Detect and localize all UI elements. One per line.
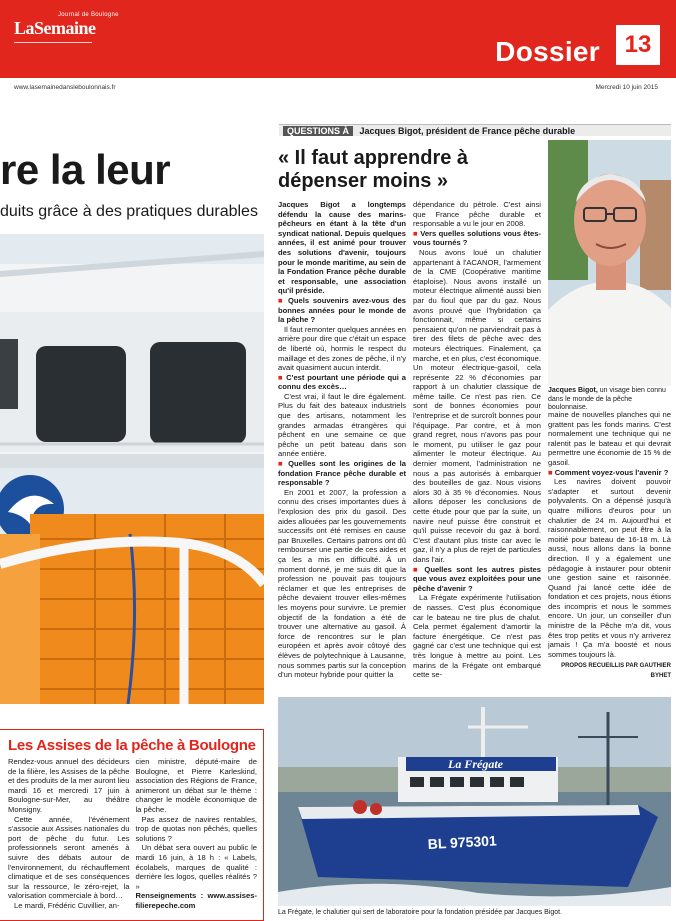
boat-deck-illustration	[0, 234, 264, 704]
kicker-tag: QUESTIONS À	[283, 126, 353, 136]
interview-question: ■ Comment voyez-vous l'avenir ?	[548, 468, 671, 478]
logo-tagline: Journal de Boulogne	[58, 12, 119, 18]
assises-paragraph: Cette année, l'événement s'associe aux Assises nationales du port de pêche du futur. Les professionnels seront amenés à suivre des débats autour de l'environnement, du réchauffement climatique et de ses conséquences sur la ressource, le zéro-rejet, la valorisation commerciale à bord…	[8, 814, 130, 901]
trawler-illustration	[278, 697, 671, 906]
assises-paragraph: Rendez-vous annuel des décideurs de la filière, les Assises de la pêche et des produits de la mer auront lieu mardi 16 et mercredi 17 juin à Boulogne-sur-Mer, au théâtre Monsigny.	[8, 757, 130, 814]
interview-column-1	[278, 200, 406, 680]
trawler-photo	[278, 697, 671, 906]
portrait-photo	[548, 140, 671, 386]
boat-deck-photo	[0, 234, 264, 704]
spread-headline: re la leur	[0, 146, 171, 193]
logo-name: LaSemaine	[14, 18, 96, 38]
boat-registration-text: BL 975301	[427, 832, 498, 852]
newspaper-logo[interactable]	[14, 12, 119, 39]
interview-question: ■ Quelles sont les autres pistes que vous avez exploitées pour une pêche d'avenir ?	[413, 565, 541, 594]
assises-paragraph: Pas assez de navires rentables, trop de quotas non pêchés, quelles solutions ?	[135, 814, 257, 843]
masthead-band	[0, 0, 676, 78]
interview-answer: La Frégate expérimente l'utilisation de nasses. C'est plus économique car le bateau ne tire plus de chalut. Cela permet également d'amortir la facture énergétique. Ce n'est pas gagné car c'est une technique qui est très longue à mettre au point. Les marins de la Frégate ont embarqué cette se-	[413, 593, 541, 680]
trawler-caption: La Frégate, le chalutier qui sert de laboratoire pour la fondation présidée par Jacques Bigot.	[278, 909, 563, 916]
spread-subheadline: duits grâce à des pratiques durables	[0, 203, 258, 220]
interview-lead: Jacques Bigot a longtemps défendu la cause des marins-pêcheurs en étant à la tête d'un syndicat national. Depuis quelques années, il est animé pour trouver des solutions d'avenir, toujours pour le monde maritime, au sein de la Fondation France pêche durable et responsable, une association qu'il préside.	[278, 200, 406, 296]
interview-question: ■ Quels souvenirs avez-vous des bonnes années pour le monde de la pêche ?	[278, 296, 406, 325]
interview-column-3	[548, 410, 671, 682]
issue-date: Mercredi 10 juin 2015	[595, 84, 658, 91]
interview-question: ■ Quelles sont les origines de la fondation France pêche durable et responsable ?	[278, 459, 406, 488]
interview-answer-continued: dépendance du pétrole. C'est ainsi que France pêche durable et responsable a vu le jour en 2008.	[413, 200, 541, 229]
interview-column-2	[413, 200, 541, 680]
interview-answer: En 2001 et 2007, la profession a connu des crises importantes dues à l'explosion des prix du gasoil. Des aides allouées par les gouvernements successifs ont été remises en cause par Bruxelles. Certains patrons ont dû rembourser une partie de ces aides et ça les a mis en difficulté. À un moment donné, je me suis dit que la profession ne pouvait pas toujours réclamer et que les entreprises de pêche devaient trouver elles-mêmes les moyens pour survivre. Le premier objectif de la fondation a été de trouver une alternative au gasoil. À force de rencontres sur le plan européen et après avoir côtoyé des élèves de polytechnique à Lausanne, nous sommes partis sur la conception d'un moteur hybride pour quitter la	[278, 487, 406, 680]
assises-info-label: Renseignements :	[135, 891, 204, 901]
interview-question: ■ C'est pourtant une période qui a connu des excès…	[278, 373, 406, 392]
folio-line	[14, 84, 658, 96]
assises-paragraph: Un débat sera ouvert au public le mardi 16 juin, à 18 h : « Labels, écolabels, marques de qualité : derrière les logos, quelles réalités ? »	[135, 843, 257, 891]
portrait-illustration	[548, 140, 671, 386]
assises-sidebar-box	[0, 729, 264, 921]
interview-answer: Il faut remonter quelques années en arrière pour dire que c'était un espace de liberté où, hormis le respect du maillage et des zones de pêche, il n'y avait quasiment aucun interdit.	[278, 324, 406, 373]
interview-answer: Les navires doivent pouvoir s'adapter et surtout devenir polyvalents. On a dépensé jusqu'à quatre millions d'euros pour un chalutier de 24 m. Aujourd'hui et raisonnablement, on peut être à la moitié pour bateau de 16-18 m. Là aussi, nous allons dans la bonne direction. Il y a également une pédagogie à instaurer pour obtenir une gestion saine et raisonnée. Quand j'ai lancé cette idée de fondation et ces projets, nous étions des incompris et nous le sommes encore. Un jour, un conseiller d'un ministre de la Pêche m'a dit, vous êtes trop petits et vous n'y arriverez jamais ! Ça m'a boosté et nous sommes toujours là.	[548, 477, 671, 659]
byline-credit: PROPOS RECUEILLIS PAR GAUTHIER BYHET	[561, 663, 671, 680]
kicker-subject: Jacques Bigot, président de France pêche durable	[359, 126, 576, 136]
portrait-caption	[548, 387, 672, 413]
assises-title: Les Assises de la pêche à Boulogne	[8, 737, 256, 754]
logo-underline	[14, 42, 92, 43]
page-number: 13	[616, 25, 660, 65]
assises-paragraph: cien ministre, député-maire de Boulogne, et Pierre Karleskind, association des Régions de France, animeront un débat sur le thème : changer le modèle économique de la pêche.	[135, 757, 257, 814]
assises-info	[136, 891, 258, 910]
portrait-caption-name: Jacques Bigot,	[548, 387, 598, 394]
interview-answer-continued: maine de nouvelles planches qui ne grattent pas les fonds marins. C'est normalement une technique qui ne ralentit pas le bateau et qui devrait permettre une économie de 15 % de gasoil.	[548, 410, 671, 467]
assises-paragraph: Le mardi, Frédéric Cuvillier, an-	[14, 900, 120, 910]
boat-name-text: La Frégate	[448, 757, 503, 771]
interview-headline: « Il faut apprendre à dépenser moins »	[278, 147, 469, 192]
section-rubric: Dossier	[495, 36, 600, 67]
interview-question: ■ Vers quelles solutions vous êtes-vous tournés ?	[413, 229, 541, 248]
assises-column-2	[136, 757, 258, 911]
interview-answer: C'est vrai, il faut le dire également. Plus du fait des bateaux industriels que des artisans, notamment les grandes armadas étrangères qui pêchent en une semaine ce que pêche un petit bateau dans son année entière.	[278, 391, 406, 459]
portrait-caption-text: un visage bien connu dans le monde de la pêche boulonnaise.	[548, 387, 666, 412]
interview-kicker	[279, 124, 671, 136]
website-link[interactable]: www.lasemainedansleboulonnais.fr	[14, 84, 116, 91]
assises-column-1	[8, 757, 130, 911]
assises-info-link[interactable]: www.assises-filierepeche.com	[135, 891, 257, 910]
interview-answer: Nous avons loué un chalutier appartenant à l'ACANOR, l'armement de la CME (Coopérative maritime étaploise). Nous avons installé un moteur électrique alimenté aussi bien par du fioul que par du gaz. Nous avons prouvé que l'hybridation ça fonctionnait, même si certains pensaient qu'on ne parviendrait pas à tirer des filets de pêche avec des moteurs électriques. Finalement, ça marche, et en plus, c'est économique. Un moteur électrique-gasoil, cela représente 22 % d'économies par rapport à un chalutier classique de même taille. Ce n'est pas rien. Ce sont de bonnes économies pour l'entreprise et de surcroît bonnes pour l'équipage. Par contre, et à mon grand regret, nous n'avons pas pour le moment, pu utiliser le gaz pour alimenter le moteur électrique. Au dernier moment, l'administration ne nous a pas autorisés à embarquer des bouteilles de gaz. Nous visions alors 30 à 35 % d'économies. Nous allons déposer les conclusions de cette étude pour que par la suite, un navire neuf puisse être construit et qu'il puisse recevoir du gaz à bord. C'est d'autant plus triste car avec le gaz, il n'y a plus de rejet de particules dans l'air.	[413, 247, 541, 564]
